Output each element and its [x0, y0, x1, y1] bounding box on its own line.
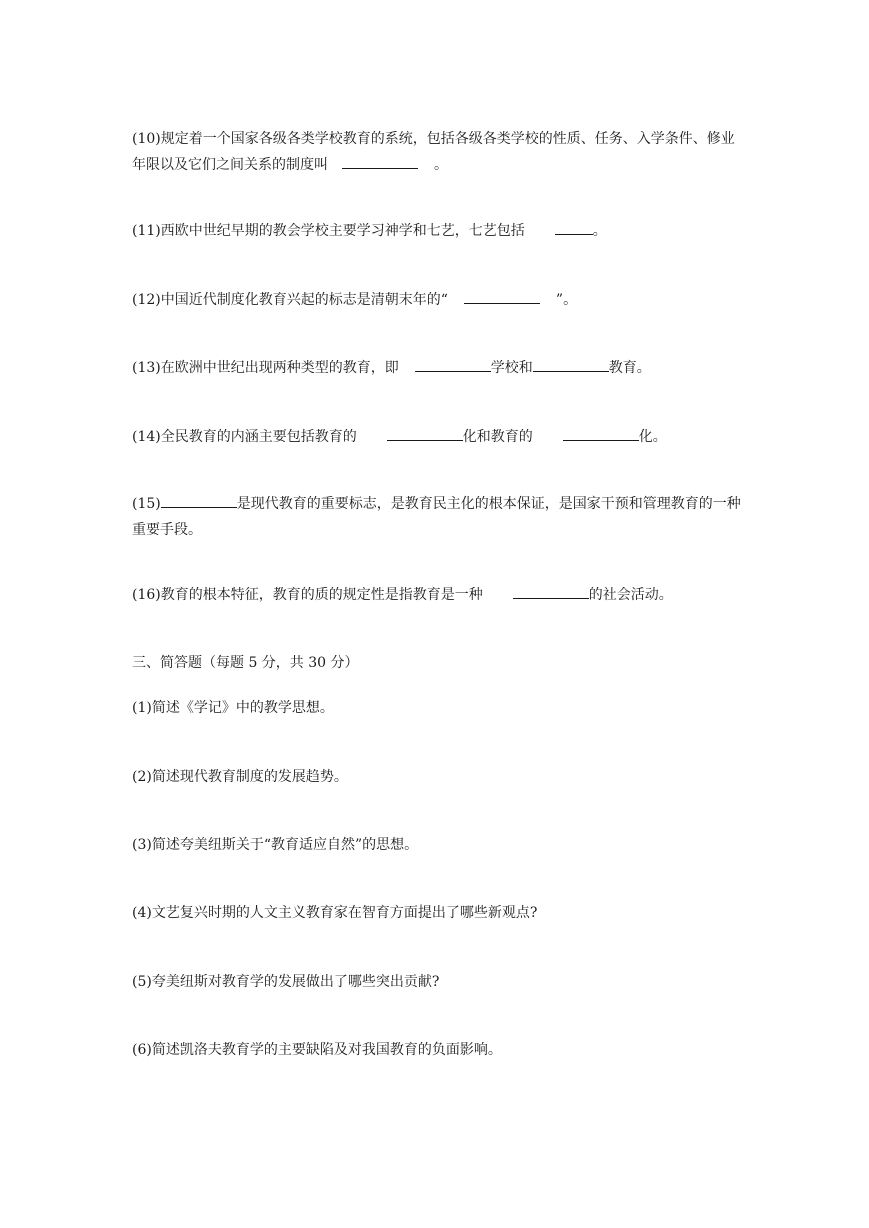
question-text: 西欧中世纪早期的教会学校主要学习神学和七艺，七艺包括: [160, 223, 525, 239]
fill-blank-question-14: [132, 424, 742, 450]
question-number: (16): [132, 587, 161, 603]
answer-blank: [415, 356, 491, 372]
question-text: ”。: [555, 292, 578, 308]
short-answer-question-4: [132, 900, 742, 926]
question-text: 教育的根本特征，教育的质的规定性是指教育是一种: [160, 587, 483, 603]
short-answer-question-3: [132, 832, 742, 858]
question-text: 全民教育的内涵主要包括教育的: [160, 429, 357, 445]
question-text: 文艺复兴时期的人文主义教育家在智育方面提出了哪些新观点?: [151, 905, 538, 921]
question-text: 的社会活动。: [588, 587, 673, 603]
question-text: 规定着一个国家各级各类学校教育的系统，包括各级各类学校的性质、任务、入学条件、修业年限以及它们之间关系的制度叫: [132, 131, 735, 173]
question-text: 是现代教育的重要标志，是教育民主化的根本保证，是国家干预和管理教育的一种重要手段。: [132, 496, 741, 538]
question-number: (5): [132, 974, 152, 990]
fill-blank-question-15: [132, 491, 742, 543]
question-text: 教育。: [608, 360, 651, 376]
question-text: 。: [434, 157, 448, 173]
short-answer-question-1: [132, 695, 742, 721]
question-text: 简述现代教育制度的发展趋势。: [151, 769, 348, 785]
question-number: (6): [132, 1042, 152, 1058]
answer-blank: [533, 356, 609, 372]
question-number: (15): [132, 496, 161, 512]
answer-blank: [464, 288, 540, 304]
question-text: 中国近代制度化教育兴起的标志是清朝末年的“: [160, 292, 448, 308]
question-number: (1): [132, 700, 152, 716]
short-answer-question-2: [132, 764, 742, 790]
short-answer-question-6: [132, 1037, 742, 1063]
fill-blank-question-13: [132, 355, 742, 381]
answer-blank: [161, 492, 237, 508]
question-text: 夸美纽斯对教育学的发展做出了哪些突出贡献?: [151, 974, 440, 990]
question-text: 简述凯洛夫教育学的主要缺陷及对我国教育的负面影响。: [151, 1042, 502, 1058]
short-answer-question-5: [132, 969, 742, 995]
answer-blank: [387, 425, 463, 441]
question-text: 简述夸美纽斯关于“教育适应自然”的思想。: [151, 837, 419, 853]
fill-blank-question-16: [132, 582, 742, 608]
answer-blank: [513, 583, 589, 599]
fill-blank-question-12: [132, 287, 742, 313]
section-heading-short-answer: 三、简答题（每题 5 分，共 30 分）: [132, 655, 359, 671]
question-number: (2): [132, 769, 152, 785]
question-number: (14): [132, 429, 161, 445]
question-text: 学校和: [490, 360, 533, 376]
question-text: 在欧洲中世纪出现两种类型的教育，即: [160, 360, 399, 376]
question-text: 化。: [638, 429, 667, 445]
answer-blank: [555, 219, 593, 235]
answer-blank: [563, 425, 639, 441]
question-number: (4): [132, 905, 152, 921]
question-number: (13): [132, 360, 161, 376]
question-number: (11): [132, 223, 161, 239]
fill-blank-question-11: [132, 218, 742, 244]
question-number: (10): [132, 131, 161, 147]
question-text: 化和教育的: [462, 429, 533, 445]
question-number: (12): [132, 292, 161, 308]
answer-blank: [342, 153, 418, 169]
question-text: 简述《学记》中的教学思想。: [151, 700, 334, 716]
question-number: (3): [132, 837, 152, 853]
question-text: 。: [592, 223, 607, 239]
fill-blank-question-10: [132, 126, 742, 178]
